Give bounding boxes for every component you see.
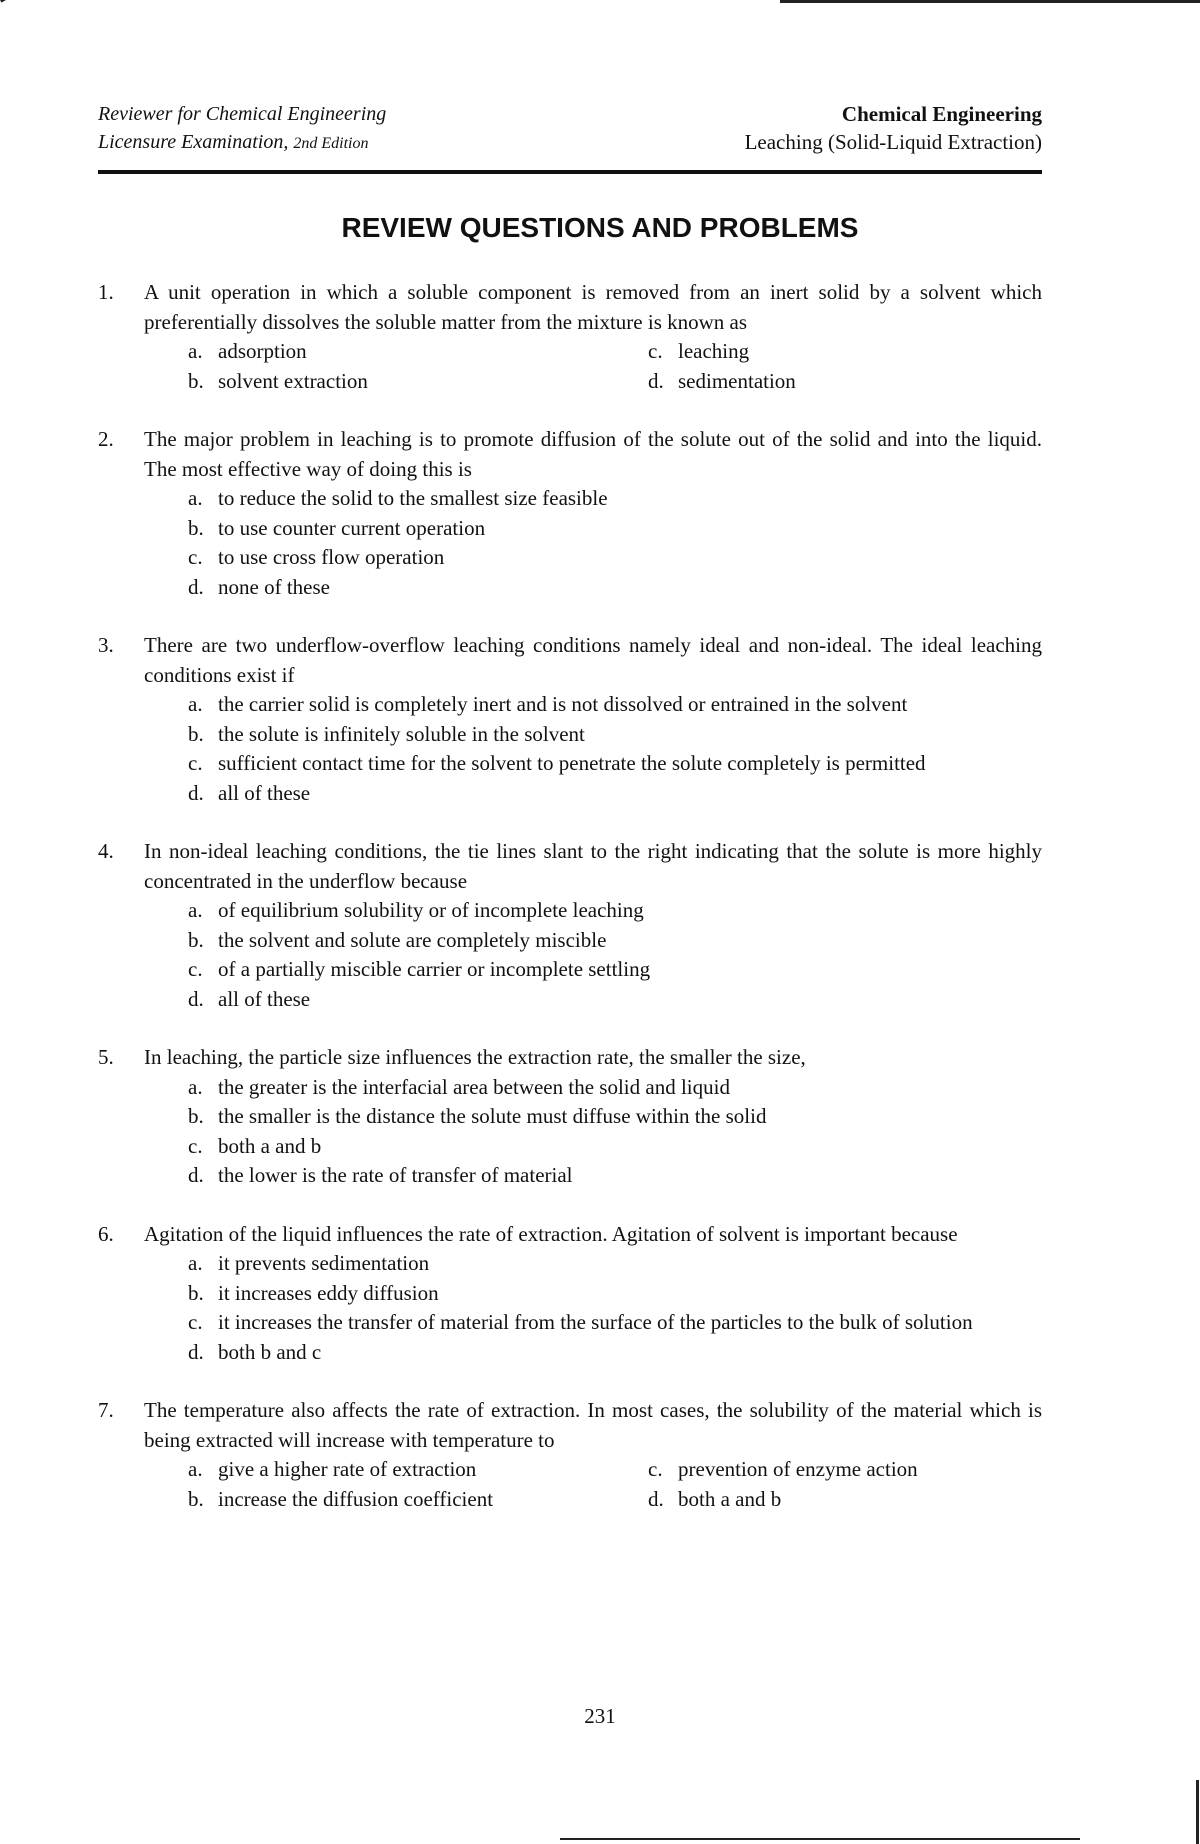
choice-text: the greater is the interfacial area between the solid and liquid [218, 1074, 730, 1099]
choice-label: a. [188, 1457, 203, 1481]
choice-text: the solvent and solute are completely miscible [218, 927, 607, 952]
choice-b [188, 926, 1042, 956]
choice-c [188, 955, 1042, 985]
choice-text: all of these [218, 986, 311, 1011]
choice-list [188, 690, 1042, 808]
choice-text: increase the diffusion coefficient [218, 1486, 494, 1511]
choice-label: a. [188, 692, 203, 716]
choice-d [188, 779, 1042, 809]
choice-text: it prevents sedimentation [218, 1251, 430, 1275]
choice-text: of a partially miscible carrier or incomplete settling [218, 957, 651, 981]
question-3 [98, 631, 1042, 808]
choice-b [188, 1102, 1042, 1132]
choice-text: adsorption [218, 339, 307, 363]
choice-label: b. [188, 515, 204, 540]
page-title: REVIEW QUESTIONS AND PROBLEMS [341, 212, 859, 243]
book-title: Reviewer for Chemical Engineering [98, 103, 387, 125]
choice-c [188, 543, 1042, 573]
choice-c [188, 749, 1042, 779]
choice-list [188, 896, 1042, 1014]
choice-label: d. [648, 1486, 664, 1511]
choice-b [188, 367, 648, 397]
choice-text: to use cross flow operation [218, 545, 445, 569]
choice-list [188, 1073, 1042, 1191]
choice-label: d. [188, 780, 204, 805]
choice-c [648, 337, 1048, 367]
scan-corner-mark [0, 0, 27, 3]
question-4 [98, 837, 1042, 1014]
chapter-title: Leaching (Solid-Liquid Extraction) [744, 130, 1042, 154]
book-subtitle [98, 128, 386, 158]
question-number: 2. [98, 427, 114, 451]
choice-text: it increases the transfer of material from the surface of the particles to the bulk of solution [218, 1310, 973, 1334]
question-5 [98, 1043, 1042, 1191]
choice-text: the lower is the rate of transfer of material [218, 1163, 573, 1187]
choice-text: none of these [218, 574, 330, 599]
question-number: 7. [98, 1398, 114, 1422]
question-list [98, 278, 1042, 1543]
choice-label: a. [188, 339, 203, 363]
choice-label: a. [188, 898, 203, 922]
choice-label: c. [648, 339, 663, 363]
choice-text: the smaller is the distance the solute must diffuse within the solid [218, 1104, 767, 1128]
choice-label: b. [188, 1486, 204, 1511]
scan-bottom-edge-line [560, 1838, 1080, 1840]
choice-c [648, 1455, 1048, 1485]
question-7 [98, 1396, 1042, 1514]
question-text: There are two underflow-overflow leaching conditions namely ideal and non-ideal. The ideal leaching conditions exist if [144, 633, 1042, 687]
choice-d [648, 367, 1048, 397]
choice-text: both a and b [218, 1133, 322, 1158]
choice-label: a. [188, 1251, 203, 1275]
choice-a [188, 1455, 648, 1485]
choice-b [188, 720, 1042, 750]
choice-c [188, 1308, 1042, 1338]
choice-a [188, 690, 1042, 720]
choice-label: b. [188, 721, 204, 746]
choice-text: solvent extraction [218, 368, 368, 393]
choice-label: c. [648, 1457, 663, 1481]
question-1 [98, 278, 1042, 396]
choice-text: both b and c [218, 1339, 322, 1364]
choice-d [188, 573, 1042, 603]
question-number: 1. [98, 280, 114, 304]
choice-a [188, 896, 1042, 926]
choice-b [188, 1279, 1042, 1309]
question-text: In non-ideal leaching conditions, the tie lines slant to the right indicating that the solute is more highly concentrated in the underflow because [144, 839, 1042, 893]
choice-b [188, 1485, 648, 1515]
question-text: The temperature also affects the rate of extraction. In most cases, the solubility of the material which is being extracted will increase with temperature to [144, 1398, 1042, 1452]
choice-d [188, 985, 1042, 1015]
choice-a [188, 1249, 1042, 1279]
choice-label: d. [188, 1339, 204, 1364]
choice-text: the carrier solid is completely inert and is not dissolved or entrained in the solvent [218, 692, 908, 716]
question-number: 5. [98, 1045, 114, 1069]
chapter-block [745, 100, 1042, 156]
choice-label: a. [188, 486, 203, 510]
question-number: 6. [98, 1221, 114, 1246]
choice-label: d. [188, 1163, 204, 1187]
choice-list [188, 337, 1042, 396]
choice-label: b. [188, 1104, 204, 1128]
choice-text: to reduce the solid to the smallest size feasible [218, 486, 608, 510]
book-edition: 2nd Edition [293, 135, 369, 152]
choice-label: d. [188, 574, 204, 599]
page-header [98, 100, 1042, 180]
choice-b [188, 514, 1042, 544]
book-subtitle-main: Licensure Examination, [98, 131, 289, 153]
book-title-block [98, 100, 386, 158]
choice-d [188, 1338, 1042, 1368]
choice-text: of equilibrium solubility or of incomplete leaching [218, 898, 644, 922]
question-6 [98, 1220, 1042, 1368]
choice-text: to use counter current operation [218, 515, 486, 540]
page-number: 231 [584, 1704, 616, 1728]
choice-a [188, 337, 648, 367]
question-2 [98, 425, 1042, 602]
choice-label: c. [188, 751, 203, 775]
choice-label: b. [188, 368, 204, 393]
choice-label: c. [188, 545, 203, 569]
choice-text: it increases eddy diffusion [218, 1280, 439, 1305]
choice-list [188, 484, 1042, 602]
choice-a [188, 1073, 1042, 1103]
question-number: 4. [98, 839, 114, 863]
choice-d [188, 1161, 1042, 1191]
choice-label: a. [188, 1074, 203, 1099]
choice-label: b. [188, 1280, 204, 1305]
choice-text: sedimentation [678, 368, 796, 393]
choice-label: d. [648, 368, 664, 393]
question-text: Agitation of the liquid influences the rate of extraction. Agitation of solvent is important because [144, 1221, 958, 1246]
choice-label: c. [188, 1310, 203, 1334]
question-text: The major problem in leaching is to promote diffusion of the solute out of the solid and into the liquid. The most effective way of doing this is [144, 427, 1042, 481]
choice-text: prevention of enzyme action [678, 1457, 918, 1481]
choice-label: d. [188, 986, 204, 1011]
choice-text: both a and b [678, 1486, 782, 1511]
scan-top-edge-line [780, 0, 1200, 3]
choice-list [188, 1249, 1042, 1367]
scan-right-edge-mark [1196, 1780, 1199, 1844]
choice-label: c. [188, 1133, 203, 1158]
choice-label: c. [188, 957, 203, 981]
choice-text: leaching [678, 339, 750, 363]
choice-c [188, 1132, 1042, 1162]
choice-text: give a higher rate of extraction [218, 1457, 477, 1481]
choice-d [648, 1485, 1048, 1515]
question-number: 3. [98, 633, 114, 657]
choice-text: all of these [218, 780, 311, 805]
question-text: A unit operation in which a soluble component is removed from an inert solid by a solvent which preferentially dissolves the soluble matter from the mixture is known as [144, 280, 1042, 334]
question-text: In leaching, the particle size influences the extraction rate, the smaller the size, [144, 1045, 806, 1069]
header-rule [98, 170, 1042, 174]
choice-a [188, 484, 1042, 514]
choice-text: sufficient contact time for the solvent to penetrate the solute completely is permitted [218, 751, 926, 775]
subject-title: Chemical Engineering [841, 102, 1042, 126]
choice-label: b. [188, 927, 204, 952]
choice-list [188, 1455, 1042, 1514]
choice-text: the solute is infinitely soluble in the solvent [218, 721, 585, 746]
